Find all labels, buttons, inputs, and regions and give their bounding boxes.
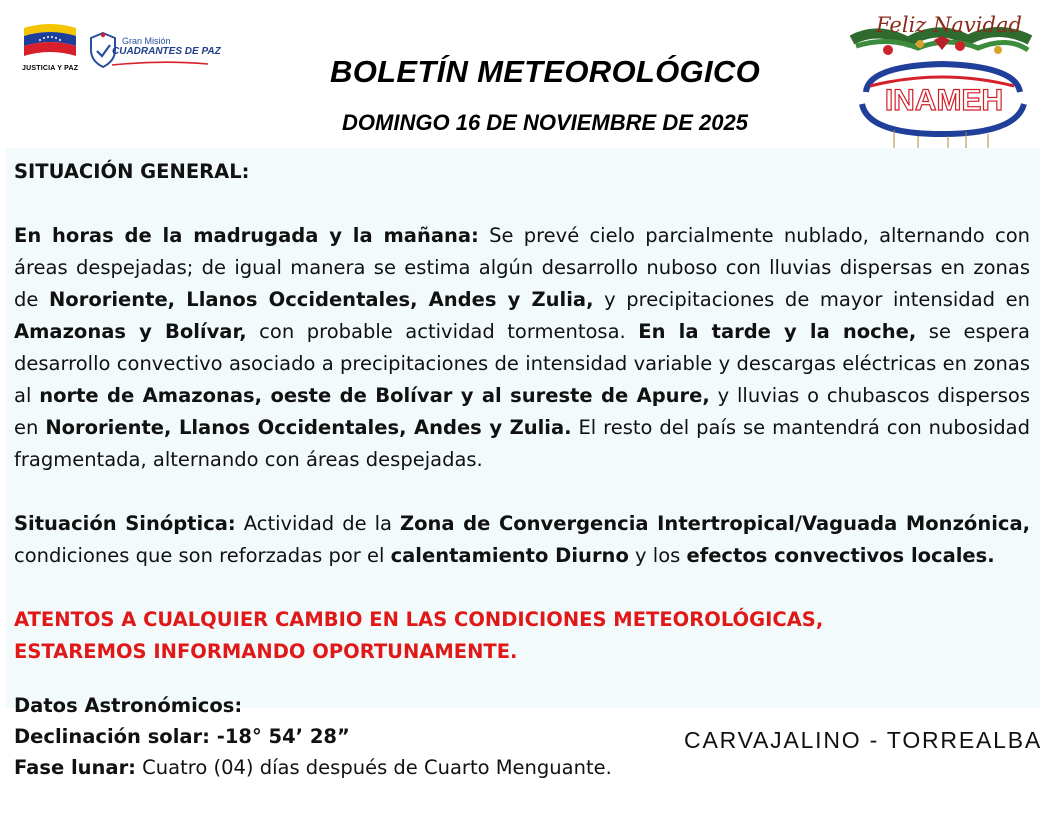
astro-heading: Datos Astronómicos: — [14, 694, 243, 717]
bold-run: En horas de la madrugada y la mañana: — [14, 224, 479, 247]
feliz-navidad-script: Feliz Navidad — [876, 13, 1022, 37]
text-run: y lluvias o chubascos dispersos en — [14, 384, 1030, 439]
moon-phase — [14, 752, 774, 783]
text-run: Actividad de la — [235, 512, 400, 535]
bold-run: efectos convectivos locales. — [686, 544, 995, 567]
bold-run: calentamiento Diurno — [390, 544, 629, 567]
justicia-y-paz-caption: JUSTICIA Y PAZ — [22, 65, 79, 72]
text-run: y los — [628, 544, 687, 567]
text-run: con probable actividad tormentosa. — [246, 320, 639, 343]
bold-run: Nororiente, Llanos Occidentales, Andes y Zulia. — [45, 416, 572, 439]
section-heading: SITUACIÓN GENERAL: — [14, 160, 250, 183]
inameh-wordmark: INAMEH — [884, 84, 1004, 117]
bulletin-date: DOMINGO 16 DE NOVIEMBRE DE 2025 — [342, 110, 748, 135]
cuadrantes-de-paz-text: CUADRANTES DE PAZ — [112, 46, 221, 57]
gran-mision-logo — [88, 30, 221, 74]
forecast-paragraph — [14, 220, 1030, 476]
text-run: y precipitaciones de mayor intensidad en — [593, 288, 1030, 311]
gran-mision-text: Gran Misión — [122, 36, 171, 46]
header-logos-left — [18, 22, 221, 82]
underline-swoosh-icon — [112, 61, 212, 67]
flag-icon — [18, 22, 82, 64]
bold-run: Situación Sinóptica: — [14, 512, 236, 535]
text-run: condiciones que son reforzadas por el — [14, 544, 391, 567]
text-run: Se prevé cielo parcialmente nublado, alternando con áreas despejadas; de igual manera se estima algún desarrollo nuboso con lluvias dispersas en zonas de — [14, 224, 1030, 311]
bold-run: Amazonas y Bolívar, — [14, 320, 247, 343]
venezuela-flag-logo — [18, 22, 84, 80]
alert-line-2: ESTAREMOS INFORMANDO OPORTUNAMENTE. — [14, 640, 518, 663]
alert-line-1: ATENTOS A CUALQUIER CAMBIO EN LAS CONDICIONES METEOROLÓGICAS, — [14, 608, 824, 631]
text-run: se espera desarrollo convectivo asociado a precipitaciones de intensidad variable y descargas eléctricas en zonas al — [14, 320, 1030, 407]
authors-signature: CARVAJALINO - TORREALBA — [684, 727, 1042, 753]
bold-run: Nororiente, Llanos Occidentales, Andes y Zulia, — [48, 288, 594, 311]
bold-run: Zona de Convergencia Intertropical/Vaguada Monzónica, — [399, 512, 1031, 535]
solar-declination: Declinación solar: -18° 54’ 28” — [14, 725, 350, 748]
synoptic-paragraph — [14, 508, 1030, 572]
bold-run: norte de Amazonas, oeste de Bolívar y al sureste de Apure, — [39, 384, 710, 407]
page-title: BOLETÍN METEOROLÓGICO — [330, 54, 760, 89]
situacion-general-section — [14, 156, 1030, 668]
bold-run: En la tarde y la noche, — [638, 320, 917, 343]
moon-phase-value: Cuatro (04) días después de Cuarto Menguante. — [135, 756, 612, 779]
moon-phase-label: Fase lunar: — [14, 756, 136, 779]
text-run: El resto del país se mantendrá con nubosidad fragmentada, alternando con áreas despejadas. — [14, 416, 1030, 471]
